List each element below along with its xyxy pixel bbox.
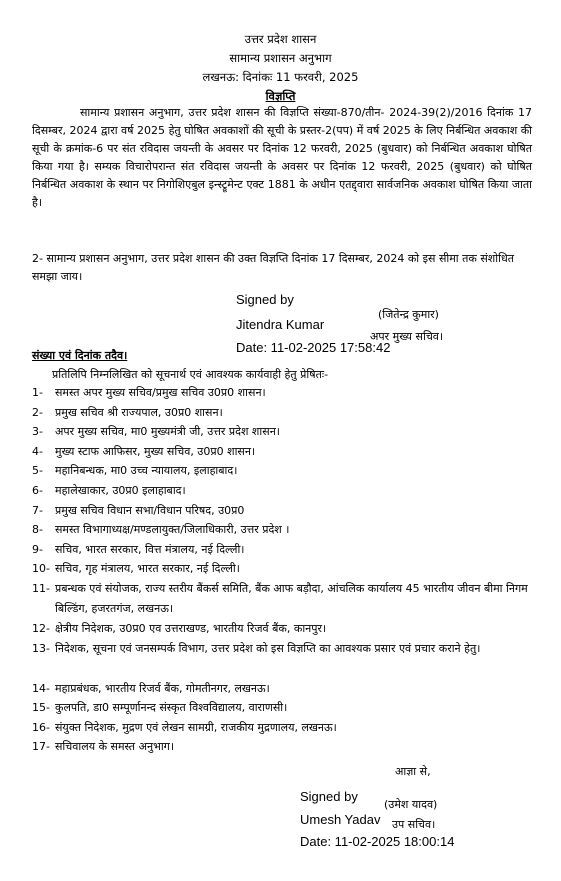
notice-paragraph-1: सामान्य प्रशासन अनुभाग, उत्तर प्रदेश शासन की विज्ञप्ति संख्या-870/तीन- 2024-39(2)/2016 दिनांक 17 दिसम्बर, 2024 द्वारा वर्ष 2025 हेतु घोषित अवकाशों की सूची के प्रस्तर-2(पप) में वर्ष 2025 के लिए निर्बन्धित अवकाश की सूची के क्रमांक-6 पर संत रविदास जयन्ती के अवसर पर दिनांक 12 फरवरी, 2025 (बुधवार) को निर्बन्धित अवकाश घोषित किया गया है। सम्यक विचारोपरान्त संत रविदास जयन्ती के अवसर पर दिनांक 12 फरवरी, 2025 (बुधवार) को घोषित निर्बन्धित अवकाश के स्थान पर निगोशिएबुल इन्स्ट्रूमेन्ट एक्ट 1881 के अधीन एतद्द्वारा सार्वजनिक अवकाश घोषित किया जाता है। <box>32 106 532 209</box>
by-order-text: आज्ञा से, <box>395 765 431 778</box>
signature-2-date: Date: 11-02-2025 18:00:14 <box>300 834 455 849</box>
list-item <box>32 403 537 423</box>
list-item-text: प्रबन्धक एवं संयोजक, राज्य स्तरीय बैंकर्स समिति, बैंक आफ बड़ौदा, आंचलिक कार्यालय 45 भारतीय जीवन बीमा निगम बिल्डिंग, हजरतगंज, लखनऊ। <box>55 581 528 615</box>
list-item <box>32 442 537 462</box>
list-item-text: निदेशक, सूचना एवं जनसम्पर्क विभाग, उत्तर प्रदेश को इस विज्ञप्ति का आवश्यक प्रसार एवं प्रचार कराने हेतु। <box>55 641 481 655</box>
signature-2-signed-by: Signed by <box>300 789 358 804</box>
list-item <box>32 619 537 639</box>
list-item-number: 15- <box>32 701 50 715</box>
copy-intro: प्रतिलिपि निम्नलिखित को सूचनार्थ एवं आवश्यक कार्यवाही हेतु प्रेषितः- <box>52 368 329 381</box>
signature-1-signed-by: Signed by <box>236 292 294 307</box>
list-item-number: 10- <box>32 562 50 576</box>
header-government: उत्तर प्रदेश शासन <box>244 32 317 46</box>
list-item-number: 13- <box>32 641 50 655</box>
list-item-text: महानिबन्धक, मा0 उच्च न्यायालय, इलाहाबाद। <box>55 464 238 478</box>
signatory-2-hindi-name: (उमेश यादव) <box>384 798 438 811</box>
list-item <box>32 639 537 679</box>
list-item-text: महाप्रबंधक, भारतीय रिजर्व बैंक, गोमतीनगर, लखनऊ। <box>55 681 270 695</box>
list-item-text: प्रमुख सचिव विधान सभा/विधान परिषद, उ0प्र0 <box>55 503 245 517</box>
copy-heading: संख्या एवं दिनांक तदैव। <box>32 349 128 362</box>
list-item <box>32 501 537 521</box>
list-item <box>32 698 537 718</box>
list-item-text: सचिव, गृह मंत्रालय, भारत सरकार, नई दिल्ली। <box>55 562 240 576</box>
list-item <box>32 383 537 403</box>
list-item-number: 1- <box>32 386 43 399</box>
list-item-number: 14- <box>32 681 50 695</box>
list-item-number: 9- <box>32 542 43 556</box>
signatory-2-designation: उप सचिव। <box>392 818 436 831</box>
list-item-number: 11- <box>32 581 50 595</box>
header-place-date: लखनऊ: दिनांकः 11 फरवरी, 2025 <box>202 70 359 84</box>
list-item-number: 4- <box>32 444 43 458</box>
list-item <box>32 559 537 579</box>
notice-paragraph-2: 2- सामान्य प्रशासन अनुभाग, उत्तर प्रदेश शासन की उक्त विज्ञप्ति दिनांक 17 दिसम्बर, 2024 को इस सीमा तक संशोधित समझा जाय। <box>32 252 515 283</box>
signatory-1-hindi-name: (जितेन्द्र कुमार) <box>378 308 439 321</box>
signatory-1-designation: अपर मुख्य सचिव। <box>370 330 444 343</box>
list-item-number: 7- <box>32 503 43 517</box>
list-item <box>32 718 537 738</box>
list-item-number: 2- <box>32 405 43 419</box>
list-item <box>32 540 537 560</box>
list-item-number: 6- <box>32 483 43 497</box>
list-item-text: क्षेत्रीय निदेशक, उ0प्र0 एव उत्तराखण्ड, भारतीय रिजर्व बैंक, कानपुर। <box>55 621 327 635</box>
list-item-number: 8- <box>32 523 43 537</box>
list-item-number: 16- <box>32 720 50 734</box>
list-item-text: सचिव, भारत सरकार, वित्त मंत्रालय, नई दिल्ली। <box>55 542 245 556</box>
list-item-text: सचिवालय के समस्त अनुभाग। <box>55 740 175 754</box>
list-item-number: 12- <box>32 621 50 635</box>
list-item <box>32 579 537 619</box>
signature-1-name: Jitendra Kumar <box>236 317 325 332</box>
list-item-text: मुख्य स्टाफ आफिसर, मुख्य सचिव, उ0प्र0 शासन। <box>55 444 256 458</box>
recipient-list <box>32 383 537 757</box>
signature-1-date: Date: 11-02-2025 17:58:42 <box>236 340 391 355</box>
list-item <box>32 737 537 757</box>
list-item-text: समस्त विभागाध्यक्ष/मण्डलायुक्त/जिलाधिकारी, उत्तर प्रदेश । <box>55 523 290 537</box>
list-item-text: संयुक्त निदेशक, मुद्रण एवं लेखन सामग्री, राजकीय मुद्रणालय, लखनऊ। <box>55 720 337 734</box>
list-item <box>32 679 537 699</box>
list-item <box>32 422 537 442</box>
list-item <box>32 461 537 481</box>
list-item <box>32 520 537 540</box>
list-item <box>32 481 537 501</box>
list-item-text: अपर मुख्य सचिव, मा0 मुख्यमंत्री जी, उत्तर प्रदेश शासन। <box>55 425 280 439</box>
list-item-number: 17- <box>32 740 50 754</box>
list-item-text: प्रमुख सचिव श्री राज्यपाल, उ0प्र0 शासन। <box>55 405 223 419</box>
list-item-text: समस्त अपर मुख्य सचिव/प्रमुख सचिव उ0प्र0 शासन। <box>55 386 266 399</box>
header-department: सामान्य प्रशासन अनुभाग <box>229 51 332 65</box>
signature-2-name: Umesh Yadav <box>300 812 381 827</box>
list-item-number: 3- <box>32 425 43 439</box>
list-item-text: महालेखाकार, उ0प्र0 इलाहाबाद। <box>55 483 186 497</box>
list-item-text: कुलपति, डा0 सम्पूर्णानन्द संस्कृत विश्वविद्यालय, वाराणसी। <box>55 701 288 715</box>
list-item-number: 5- <box>32 464 43 478</box>
document-title: विज्ञप्ति <box>265 89 296 103</box>
